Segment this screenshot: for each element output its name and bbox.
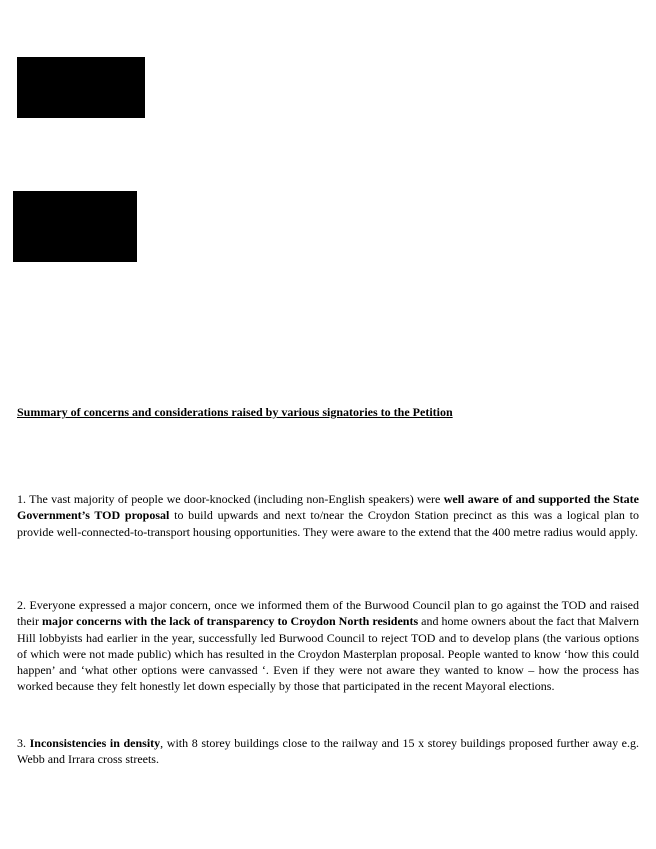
paragraph-emphasis: well aware of and supported the State Government’s TOD proposal — [17, 492, 639, 523]
redaction-block — [17, 57, 145, 118]
paragraph-text: 2. Everyone expressed a major concern, once we informed them of the Burwood Council plan to go against the TOD and raised their — [17, 598, 639, 629]
paragraph-3 — [17, 735, 639, 768]
paragraph-1 — [17, 491, 639, 540]
paragraph-text: 3. — [17, 736, 30, 750]
paragraph-text: , with 8 storey buildings close to the railway and 15 x storey buildings proposed further away e.g. Webb and Irrara cross streets. — [17, 736, 639, 767]
paragraph-text: and home owners about the fact that Malvern Hill lobbyists had earlier in the year, successfully led Burwood Council to reject TOD and to develop plans (the various options of which were not made public) which has resulted in the Croydon Masterplan proposal. People wanted to know ‘how this could happen’ and ‘what other options were canvassed ‘. Even if they were not aware they wanted to know – how the process has worked because they felt honestly let down especially by those that participated in the recent Mayoral elections. — [17, 614, 639, 694]
paragraph-emphasis: major concerns with the lack of transparency to Croydon North residents — [42, 614, 419, 629]
paragraph-emphasis: Inconsistencies in density — [29, 736, 161, 750]
paragraph-2 — [17, 597, 639, 695]
paragraph-text: 1. The vast majority of people we door-knocked (including non-English speakers) were — [17, 492, 444, 506]
redaction-block — [13, 191, 137, 262]
section-heading: Summary of concerns and considerations raised by various signatories to the Petition — [17, 405, 453, 419]
paragraph-text: to build upwards and next to/near the Croydon Station precinct as this was a logical plan to provide well-connected-to-transport housing opportunities. They were aware to the extend that the 400 metre radius would apply. — [17, 508, 639, 539]
